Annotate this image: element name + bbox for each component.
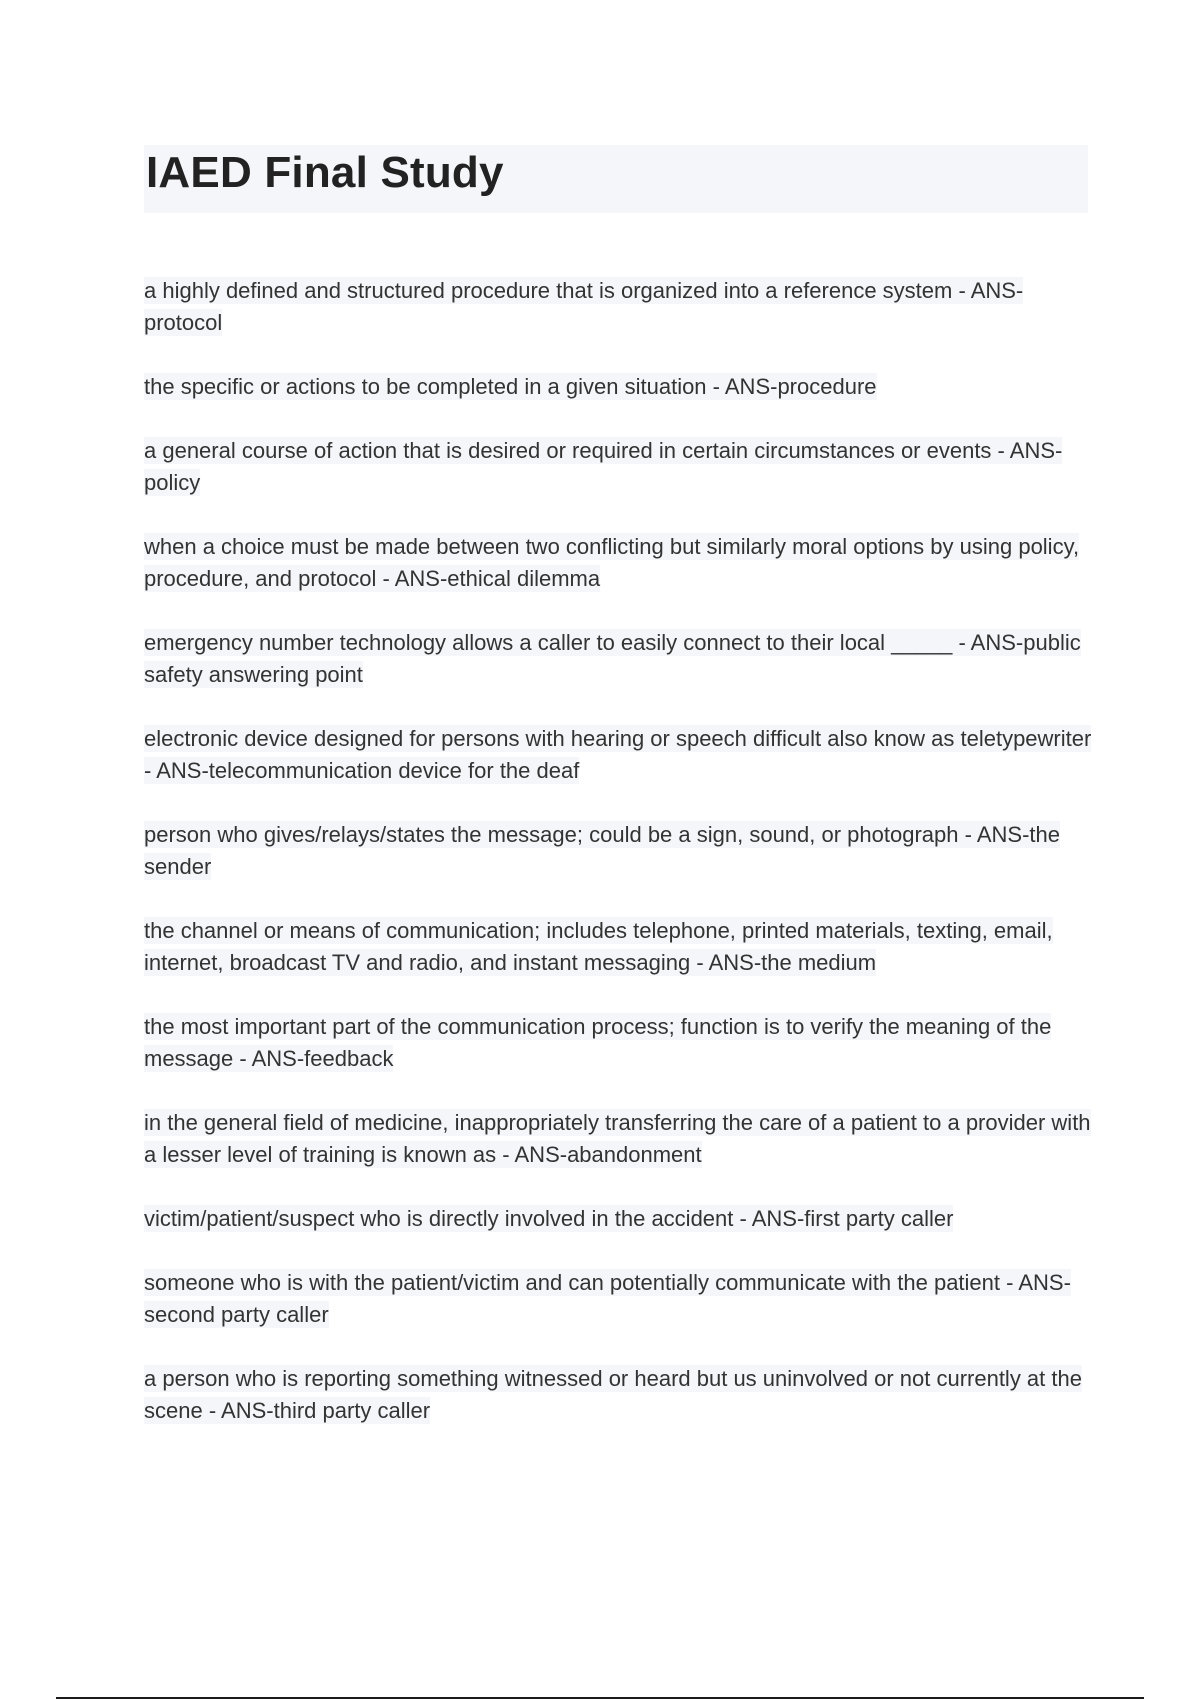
flashcard-text: a person who is reporting something witnessed or heard but us uninvolved or not currently at the scene - ANS-third party caller — [144, 1366, 1082, 1423]
flashcard-text: the most important part of the communication process; function is to verify the meaning of the message - ANS-feedback — [144, 1014, 1052, 1071]
flashcard-item — [144, 1107, 1094, 1171]
flashcard-item — [144, 915, 1094, 979]
flashcard-text: victim/patient/suspect who is directly involved in the accident - ANS-first party caller — [144, 1206, 954, 1231]
page-title: IAED Final Study — [146, 148, 504, 197]
flashcard-list — [144, 275, 1094, 1459]
flashcard-text: a highly defined and structured procedure that is organized into a reference system - ANS-protocol — [144, 278, 1024, 335]
flashcard-text: electronic device designed for persons with hearing or speech difficult also know as teletypewriter - ANS-telecommunication device for the deaf — [144, 726, 1092, 783]
flashcard-item — [144, 1363, 1094, 1427]
flashcard-text: the specific or actions to be completed in a given situation - ANS-procedure — [144, 374, 877, 399]
flashcard-item — [144, 371, 1094, 403]
flashcard-item — [144, 1267, 1094, 1331]
flashcard-text: emergency number technology allows a caller to easily connect to their local _____ - ANS-public safety answering point — [144, 630, 1081, 687]
flashcard-text: when a choice must be made between two conflicting but similarly moral options by using policy, procedure, and protocol - ANS-ethical dilemma — [144, 534, 1080, 591]
flashcard-text: someone who is with the patient/victim and can potentially communicate with the patient - ANS-second party caller — [144, 1270, 1071, 1327]
flashcard-item — [144, 819, 1094, 883]
flashcard-text: person who gives/relays/states the message; could be a sign, sound, or photograph - ANS-the sender — [144, 822, 1060, 879]
page-bottom-divider — [56, 1697, 1144, 1699]
flashcard-item — [144, 1203, 1094, 1235]
flashcard-item — [144, 531, 1094, 595]
flashcard-item — [144, 723, 1094, 787]
flashcard-item — [144, 627, 1094, 691]
flashcard-item — [144, 275, 1094, 339]
flashcard-item — [144, 1011, 1094, 1075]
flashcard-text: in the general field of medicine, inappropriately transferring the care of a patient to a provider with a lesser level of training is known as - ANS-abandonment — [144, 1110, 1091, 1167]
flashcard-item — [144, 435, 1094, 499]
flashcard-text: the channel or means of communication; includes telephone, printed materials, texting, email, internet, broadcast TV and radio, and instant messaging - ANS-the medium — [144, 918, 1053, 975]
flashcard-text: a general course of action that is desired or required in certain circumstances or events - ANS-policy — [144, 438, 1063, 495]
